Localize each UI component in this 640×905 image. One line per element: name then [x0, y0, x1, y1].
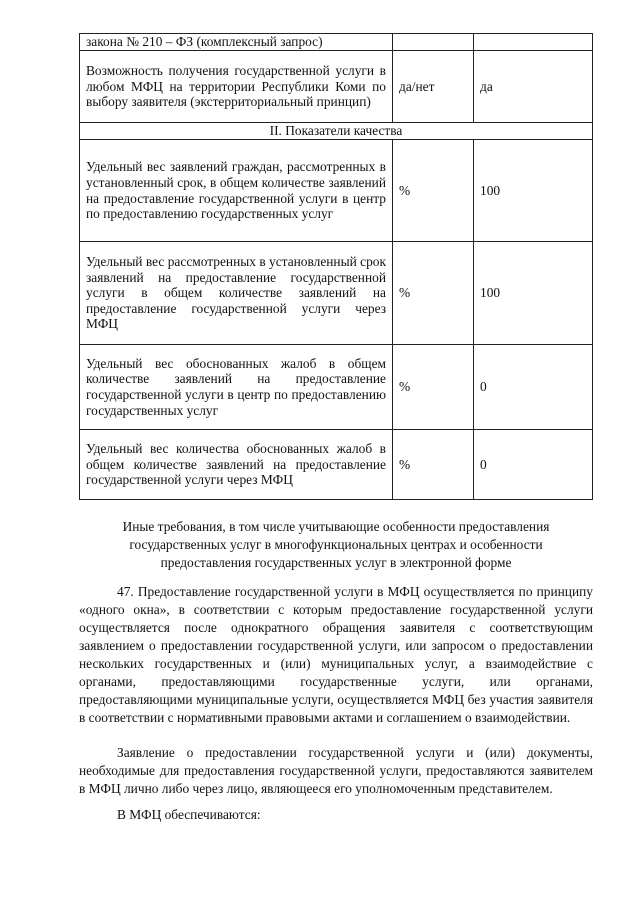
paragraph-application: Заявление о предоставлении государственной услуги и (или) документы, необходимые для предоставления государственной услуги, предоставляются заявителем в МФЦ лично либо через лицо, являющееся его уполномоченным представителем. — [79, 745, 593, 796]
table-row — [80, 51, 593, 123]
unit-cell: % — [393, 345, 474, 430]
unit-cell: да/нет — [393, 51, 474, 123]
section-title-line: Иные требования, в том числе учитывающие особенности предоставления — [122, 519, 550, 534]
table-row — [80, 140, 593, 242]
section-title-line: предоставления государственных услуг в электронной форме — [160, 555, 512, 570]
section-heading: II. Показатели качества — [80, 123, 593, 140]
indicator-cell: Удельный вес рассмотренных в установленный срок заявлений на предоставление государственной услуги в общем количестве заявлений на предоставление государственной услуги через МФЦ — [80, 242, 393, 345]
value-cell: 0 — [474, 430, 593, 500]
unit-cell: % — [393, 140, 474, 242]
indicator-cell: Удельный вес заявлений граждан, рассмотренных в установленный срок, в общем количестве заявлений на предоставление государственной услуги в центр по предоставлению государственных услуг — [80, 140, 393, 242]
section-title-line: государственных услуг в многофункциональных центрах и особенности — [129, 537, 543, 552]
paragraph-47: 47. Предоставление государственной услуги в МФЦ осуществляется по принципу «одного окна», в соответствии с которым предоставление государственной услуги осуществляется после однократного обращения заявителя с соответствующим заявлением о предоставлении государственной услуги, или запросом о предоставлении нескольких государственных и (или) муниципальных услуг, а взаимодействие с органами, предоставляющими государственные услуги, или органами, предоставляющими муниципальные услуги, осуществляется МФЦ без участия заявителя в соответствии с нормативными правовыми актами и соглашением о взаимодействии. — [79, 584, 593, 725]
table-section-row — [80, 123, 593, 140]
value-cell: да — [474, 51, 593, 123]
indicator-cell: Удельный вес количества обоснованных жалоб в общем количестве заявлений на предоставление государственной услуги через МФЦ — [80, 430, 393, 500]
quality-indicators-table — [79, 33, 593, 500]
indicator-cell: Удельный вес обоснованных жалоб в общем количестве заявлений на предоставление государственной услуги в центр по предоставлению государственных услуг — [80, 345, 393, 430]
indicator-cell: Возможность получения государственной услуги в любом МФЦ на территории Республики Коми по выбору заявителя (экстерриториальный принцип) — [80, 51, 393, 123]
table-row — [80, 34, 593, 51]
unit-cell: % — [393, 242, 474, 345]
value-cell — [474, 34, 593, 51]
unit-cell: % — [393, 430, 474, 500]
value-cell: 100 — [474, 140, 593, 242]
table-row — [80, 430, 593, 500]
paragraph-mfc-provides: В МФЦ обеспечиваются: — [117, 807, 261, 822]
table-row — [80, 345, 593, 430]
section-title — [79, 518, 593, 572]
unit-cell — [393, 34, 474, 51]
value-cell: 0 — [474, 345, 593, 430]
indicator-cell: закона № 210 – ФЗ (комплексный запрос) — [80, 34, 393, 51]
value-cell: 100 — [474, 242, 593, 345]
table-row — [80, 242, 593, 345]
